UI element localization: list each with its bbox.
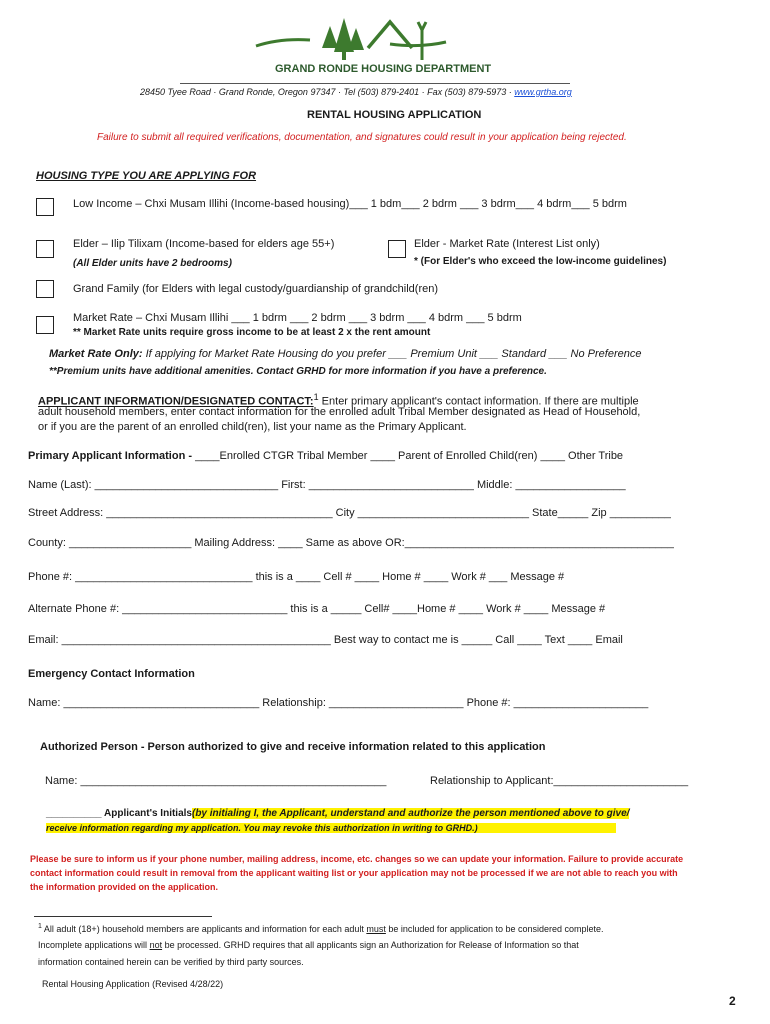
market-only-label: Market Rate Only: [49, 348, 143, 360]
footnote-rule [34, 916, 212, 917]
logo-swoosh-left [256, 40, 310, 46]
initials-label: Applicant's Initials [101, 808, 192, 819]
footnote-line-3: information contained herein can be verified by third party sources. [38, 957, 304, 967]
market-rate-checkbox[interactable] [36, 316, 54, 334]
authorized-name-blank[interactable]: __________________________________________________ [80, 775, 387, 787]
footnote-line-2 [38, 940, 579, 950]
rejection-warning: Failure to submit all required verifications, documentation, and signatures could result in your application being rejected. [97, 132, 627, 143]
alt-phone-field-line[interactable]: Alternate Phone #: ___________________________ this is a _____ Cell# ____Home # ____ Work # ____ Message # [28, 603, 606, 615]
initials-line [46, 808, 629, 819]
logo-swoosh-right [390, 42, 446, 46]
footnote-text-1b: be included for application to be considered complete. [385, 924, 604, 934]
page-number: 2 [729, 994, 736, 1008]
emergency-field-line[interactable]: Name: ________________________________ Relationship: ______________________ Phone #: ______________________ [28, 697, 649, 709]
market-only-line [49, 348, 641, 360]
authorized-relationship[interactable]: Relationship to Applicant:______________________ [430, 775, 689, 787]
website-link[interactable]: www.grtha.org [514, 87, 572, 97]
elder-market-note: * (For Elder's who exceed the low-income guidelines) [414, 256, 667, 267]
applicant-intro-2: adult household members, enter contact information for the enrolled adult Tribal Member designated as Head of Household, [38, 406, 641, 418]
elder-label: Elder – Ilip Tilixam (Income-based for elders age 55+) [73, 238, 335, 250]
elder-note: (All Elder units have 2 bedrooms) [73, 258, 232, 269]
market-rate-label: Market Rate – Chxi Musam Illihi ___ 1 bdrm ___ 2 bdrm ___ 3 bdrm ___ 4 bdrm ___ 5 bdrm [73, 312, 522, 324]
footnote-not: not [149, 940, 163, 950]
primary-applicant-options[interactable]: ____Enrolled CTGR Tribal Member ____ Parent of Enrolled Child(ren) ____ Other Tribe [195, 450, 624, 462]
notice-line-2: contact information could result in removal from the applicant waiting list or your application may not be processed if we are not able to reach you with [30, 868, 678, 878]
applicant-heading: APPLICANT INFORMATION/DESIGNATED CONTACT: [38, 395, 314, 408]
applicant-intro-3: or if you are the parent of an enrolled child(ren), list your name as the Primary Applicant. [38, 421, 467, 433]
market-only-text: If applying for Market Rate Housing do you prefer ___ Premium Unit ___ Standard ___ No Preference [142, 348, 642, 360]
page-title: RENTAL HOUSING APPLICATION [307, 109, 482, 121]
footnote-text-2b: be processed. GRHD requires that all applicants sign an Authorization for Release of Information so that [162, 940, 579, 950]
notice-line-1: Please be sure to inform us if your phone number, mailing address, income, etc. changes so we can update your information. Failure to provide accurate [30, 854, 684, 864]
elder-checkbox[interactable] [36, 240, 54, 258]
market-rate-note: ** Market Rate units require gross income to be at least 2 x the rent amount [73, 327, 431, 338]
primary-applicant-label: Primary Applicant Information - [28, 450, 196, 462]
footnote-ref: 1 [313, 392, 319, 402]
email-field-line[interactable]: Email: ____________________________________________ Best way to contact me is _____ Call ____ Text ____ Email [28, 634, 623, 646]
authorized-heading: Authorized Person - Person authorized to give and receive information related to this application [40, 741, 546, 753]
footnote-mark: 1 [38, 923, 42, 930]
footnote-text-2a: Incomplete applications will [38, 940, 150, 950]
grand-family-label: Grand Family (for Elders with legal custody/guardianship of grandchild(ren) [73, 283, 439, 295]
applicant-intro-text: Enter primary applicant's contact information. If there are multiple [318, 395, 639, 408]
premium-note: **Premium units have additional amenities. Contact GRHD for more information if you have a preference. [49, 366, 547, 377]
logo-trees [322, 18, 364, 60]
logo-figure [418, 22, 426, 60]
low-income-checkbox[interactable] [36, 198, 54, 216]
low-income-label: Low Income – Chxi Musam Illihi (Income-based housing)___ 1 bdm___ 2 bdrm ___ 3 bdrm___ 4 bdrm___ 5 bdrm [73, 198, 627, 210]
emergency-heading: Emergency Contact Information [28, 668, 195, 680]
footnote-must: must [366, 924, 386, 934]
grhd-logo [250, 8, 450, 66]
county-field-line[interactable]: County: ____________________ Mailing Address: ____ Same as above OR:____________________________________________ [28, 537, 674, 549]
street-field-line[interactable]: Street Address: _____________________________________ City ____________________________ State_____ Zip __________ [28, 507, 671, 519]
footnote-text-1a: All adult (18+) household members are applicants and information for each adult [41, 924, 367, 934]
initials-blank[interactable]: __________ [46, 808, 102, 819]
grand-family-checkbox[interactable] [36, 280, 54, 298]
revision-label: Rental Housing Application (Revised 4/28/22) [42, 979, 224, 989]
consent-text-1: (by initialing I, the Applicant, understand and authorize the person mentioned above to give/ [191, 808, 630, 819]
address-text: 28450 Tyee Road · Grand Ronde, Oregon 97347 · Tel (503) 879-2401 · Fax (503) 879-5973 · [140, 87, 515, 97]
primary-applicant-line [28, 450, 623, 462]
name-field-line[interactable]: Name (Last): ______________________________ First: ___________________________ Middle: __________________ [28, 479, 626, 491]
org-name: GRAND RONDE HOUSING DEPARTMENT [275, 63, 492, 75]
housing-heading: HOUSING TYPE YOU ARE APPLYING FOR [36, 170, 257, 182]
authorized-name-line [45, 775, 386, 787]
elder-market-label: Elder - Market Rate (Interest List only) [414, 238, 600, 250]
consent-text-2: receive information regarding my application. You may revoke this authorization in writing to GRHD.) [46, 823, 616, 833]
phone-field-line[interactable]: Phone #: _____________________________ this is a ____ Cell # ____ Home # ____ Work # ___ Message # [28, 571, 565, 583]
notice-line-3: the information provided on the application. [30, 882, 219, 892]
elder-market-checkbox[interactable] [388, 240, 406, 258]
header-rule [180, 83, 570, 84]
footnote-line-1 [38, 923, 604, 934]
authorized-name-label: Name: [45, 775, 81, 787]
address-line [140, 87, 572, 97]
